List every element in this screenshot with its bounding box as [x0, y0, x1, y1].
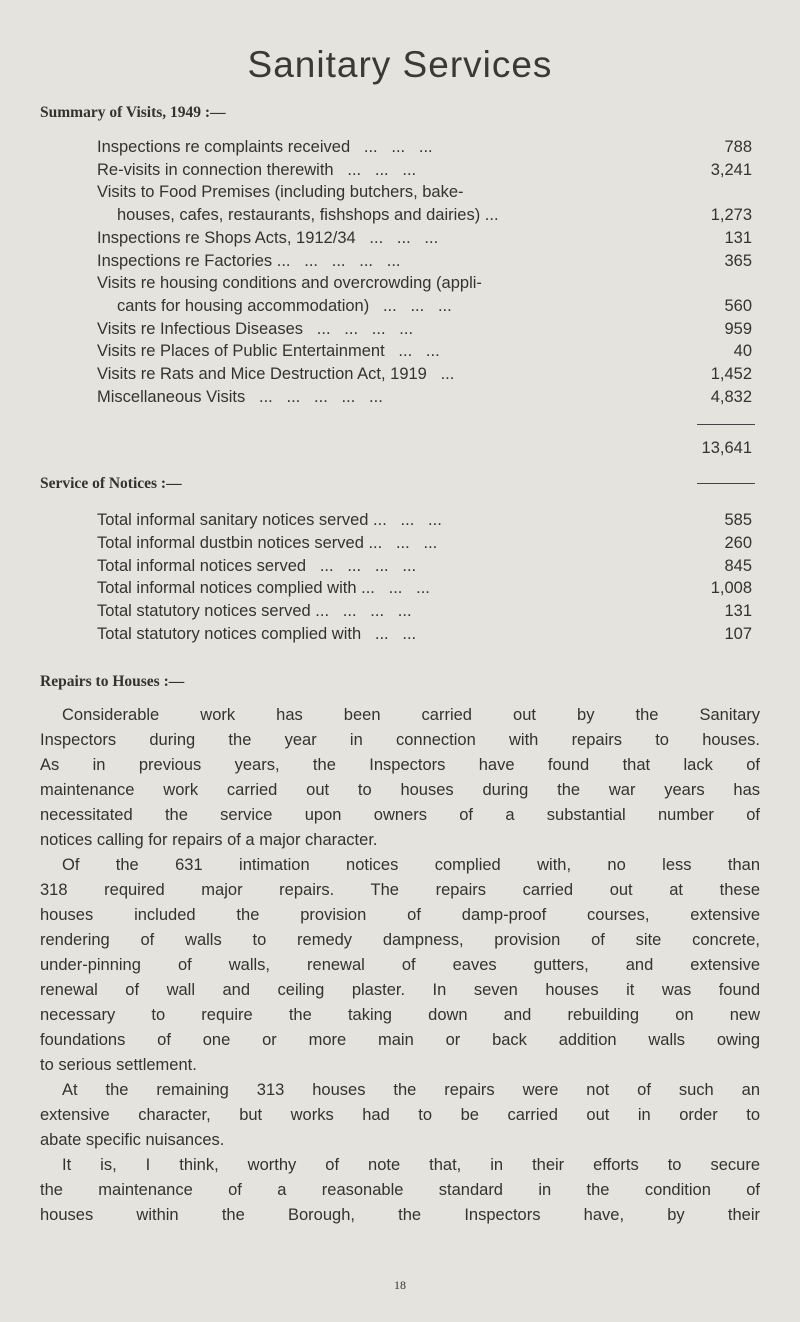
table-row: [97, 555, 752, 577]
row-label: Visits to Food Premises (including butchers, bake-: [97, 183, 464, 202]
row-value: 131: [724, 602, 752, 621]
paragraph-line: necessary to require the taking down and rebuilding on new: [40, 1006, 760, 1024]
row-label: Visits re housing conditions and overcrowding (appli-: [97, 274, 482, 293]
row-value: 260: [724, 533, 752, 552]
paragraph-line: to serious settlement.: [40, 1056, 197, 1074]
table-row: [97, 204, 752, 226]
paragraph-line: maintenance work carried out to houses during the war years has: [40, 781, 760, 799]
row-value: 1,008: [710, 579, 752, 598]
paragraph-line: Inspectors during the year in connection with repairs to houses.: [40, 731, 760, 749]
row-value: 1,273: [710, 206, 752, 225]
row-label: Total informal sanitary notices served ... ... ...: [97, 511, 442, 529]
row-label: Total informal notices complied with ... ... ...: [97, 579, 430, 598]
summary-total-row: [97, 437, 752, 459]
paragraph-line: At the remaining 313 houses the repairs were not of such an: [62, 1081, 760, 1099]
table-row: [97, 136, 752, 158]
row-label: Visits re Places of Public Entertainment ... ...: [97, 342, 440, 361]
row-label: Total informal notices served ... ... ... ...: [97, 556, 417, 575]
row-value: 845: [724, 556, 752, 575]
total-rule-top: [697, 424, 755, 425]
row-label: Total statutory notices complied with ... ...: [97, 625, 417, 643]
row-value: 3,241: [710, 160, 752, 179]
row-value: 107: [724, 625, 752, 643]
paragraph-line: rendering of walls to remedy dampness, provision of site concrete,: [40, 931, 760, 949]
row-value: 40: [733, 342, 752, 361]
row-label: cants for housing accommodation) ... ... ...: [117, 296, 452, 315]
summary-heading: Summary of Visits, 1949 :—: [40, 104, 226, 121]
table-row: [97, 227, 752, 249]
row-label: Total statutory notices served ... ... ... ...: [97, 602, 412, 621]
paragraph-line: houses included the provision of damp-proof courses, extensive: [40, 906, 760, 924]
table-row: [97, 600, 752, 622]
row-value: 131: [724, 228, 752, 247]
row-label: Inspections re complaints received ... ... ...: [97, 138, 433, 156]
paragraph-line: Considerable work has been carried out by the Sanitary: [62, 706, 760, 724]
table-row: [97, 623, 752, 645]
row-value: 1,452: [710, 365, 752, 383]
row-value: 560: [724, 296, 752, 315]
table-row: [97, 386, 752, 408]
table-row: [97, 509, 752, 531]
table-row: [97, 340, 752, 362]
paragraph-line: notices calling for repairs of a major character.: [40, 831, 378, 849]
paragraph-line: Of the 631 intimation notices complied with, no less than: [62, 856, 760, 874]
repairs-heading: Repairs to Houses :—: [40, 673, 185, 690]
table-row: [97, 318, 752, 340]
table-row: [97, 272, 752, 294]
row-value: 585: [724, 511, 752, 529]
table-row: [97, 295, 752, 317]
row-label: houses, cafes, restaurants, fishshops and dairies) ...: [117, 206, 499, 225]
row-value: 365: [724, 251, 752, 270]
row-label: Total informal dustbin notices served ... ... ...: [97, 533, 438, 552]
table-row: [97, 577, 752, 599]
table-row: [97, 159, 752, 181]
row-label: Inspections re Factories ... ... ... ... ...: [97, 251, 401, 270]
paragraph-line: It is, I think, worthy of note that, in their efforts to secure: [62, 1156, 760, 1174]
row-value: 788: [724, 138, 752, 156]
row-label: Miscellaneous Visits ... ... ... ... ...: [97, 387, 383, 406]
paragraph-line: extensive character, but works had to be carried out in order to: [40, 1106, 760, 1124]
row-label: Visits re Infectious Diseases ... ... ... ...: [97, 319, 414, 338]
paragraph-line: necessitated the service upon owners of a substantial number of: [40, 806, 760, 824]
paragraph-line: the maintenance of a reasonable standard in the condition of: [40, 1181, 760, 1199]
table-row: [97, 363, 752, 385]
paragraph-line: houses within the Borough, the Inspectors have, by their: [40, 1206, 760, 1224]
page-title: Sanitary Services: [247, 44, 553, 85]
row-label: Inspections re Shops Acts, 1912/34 ... ... ...: [97, 228, 439, 247]
summary-total: 13,641: [701, 439, 752, 457]
notices-heading: Service of Notices :—: [40, 475, 182, 492]
row-label: Re-visits in connection therewith ... ... ...: [97, 160, 417, 179]
table-row: [97, 181, 752, 203]
row-label: Visits re Rats and Mice Destruction Act, 1919 ...: [97, 365, 455, 383]
table-row: [97, 250, 752, 272]
paragraph-line: abate specific nuisances.: [40, 1131, 225, 1149]
row-value: 959: [724, 319, 752, 338]
paragraph-line: under-pinning of walls, renewal of eaves gutters, and extensive: [40, 956, 760, 974]
row-value: 4,832: [710, 387, 752, 406]
paragraph-line: renewal of wall and ceiling plaster. In seven houses it was found: [40, 981, 760, 999]
page-number: 18: [394, 1278, 406, 1292]
paragraph-line: As in previous years, the Inspectors have found that lack of: [40, 756, 760, 774]
paragraph-line: 318 required major repairs. The repairs carried out at these: [40, 881, 760, 899]
table-row: [97, 532, 752, 554]
total-rule-bottom: [697, 483, 755, 484]
paragraph-line: foundations of one or more main or back addition walls owing: [40, 1031, 760, 1049]
